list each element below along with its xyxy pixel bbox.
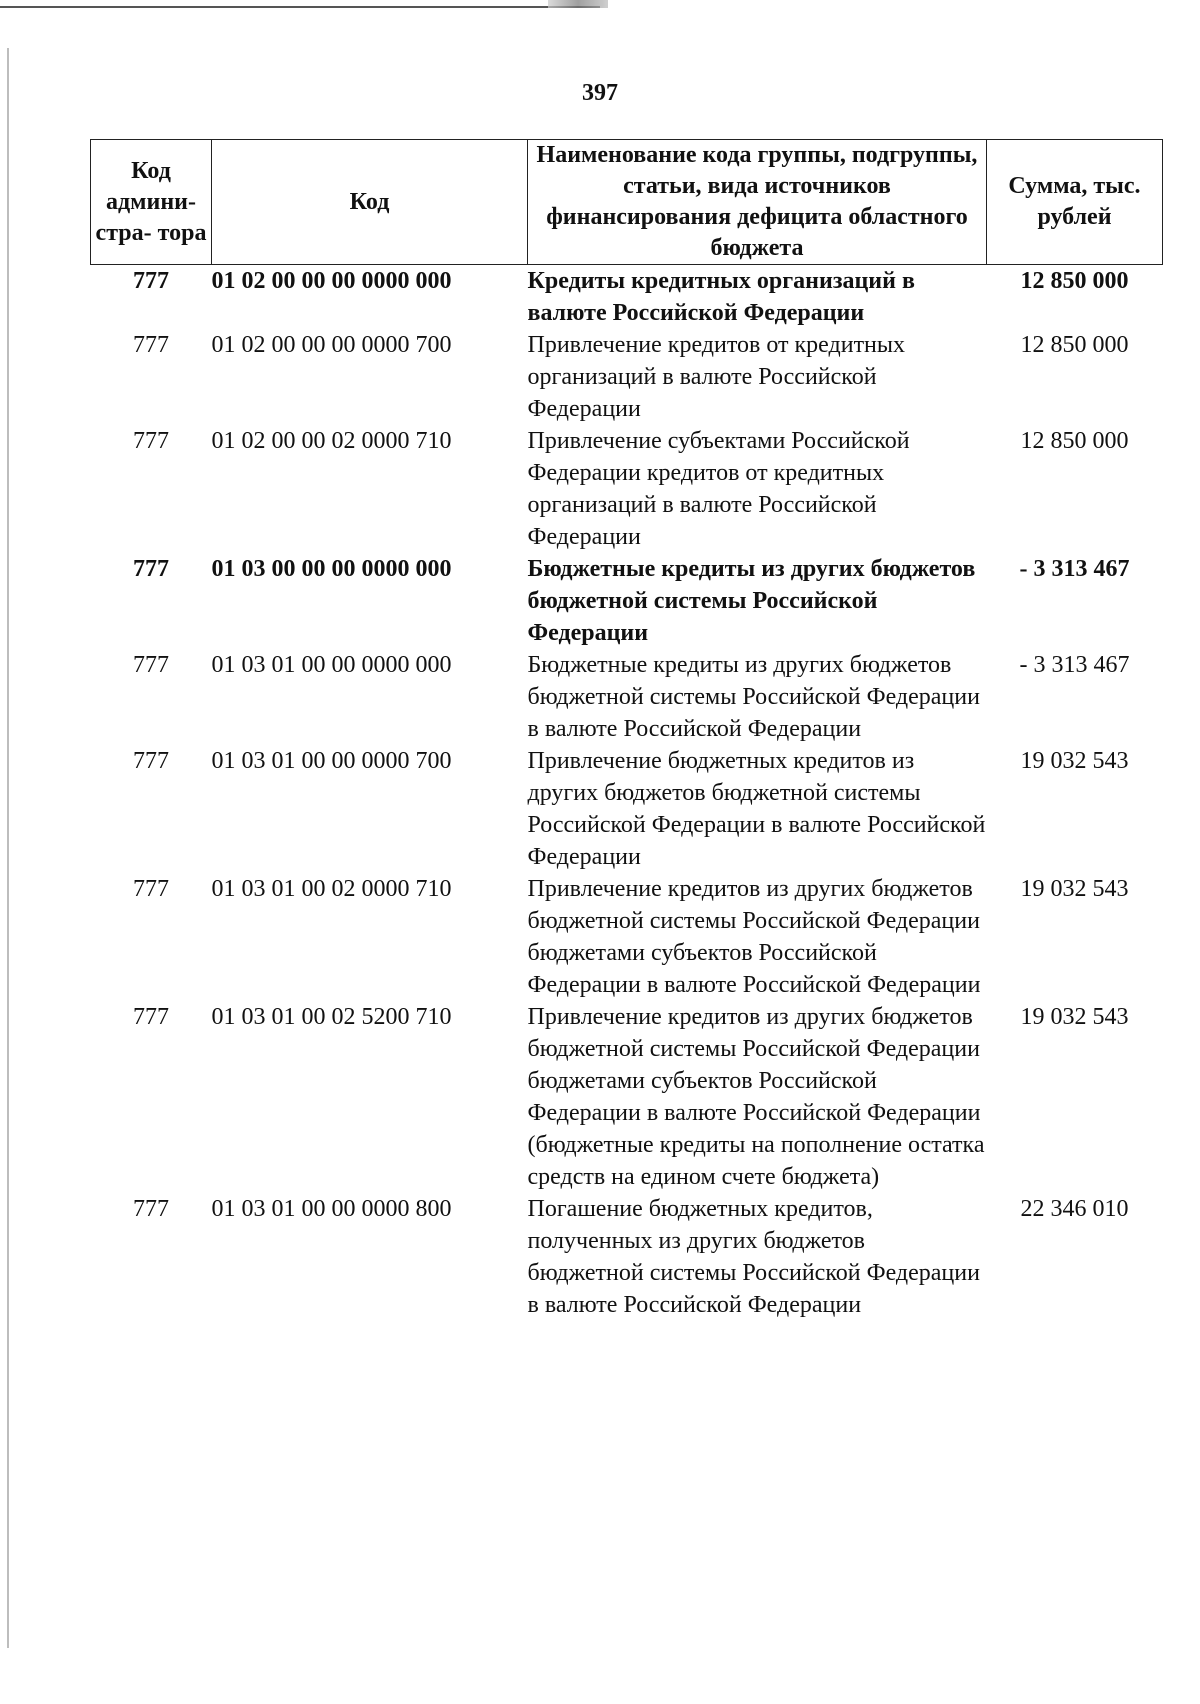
cell-admin-code: 777 [133, 1004, 169, 1030]
cell-name: Привлечение кредитов из других бюджетов бюджетной системы Российской Федерации бюджетами субъектов Российской Федерации в валюте Российской Федерации (бюджетные кредиты на пополнение остатка средств на едином счете бюджета) [527, 1004, 985, 1190]
cell-sum: 12 850 000 [1020, 332, 1129, 358]
budget-sources-table [90, 139, 1163, 1321]
cell-code: 01 02 00 00 00 0000 700 [211, 332, 452, 358]
cell-admin-code: 777 [133, 332, 169, 358]
cell-sum: - 3 313 467 [1019, 556, 1130, 582]
header-name: Наименование кода группы, подгруппы, статьи, вида источников финансирования дефицита областного бюджета [528, 140, 987, 265]
cell-code: 01 03 01 00 02 0000 710 [211, 876, 452, 902]
cell-sum: 19 032 543 [1020, 748, 1129, 774]
cell-name: Бюджетные кредиты из других бюджетов бюджетной системы Российской Федерации [527, 556, 976, 646]
cell-admin-code: 777 [133, 1196, 169, 1222]
cell-name: Привлечение кредитов от кредитных организаций в валюте Российской Федерации [527, 332, 906, 422]
table-row [91, 1001, 1163, 1193]
cell-sum: 22 346 010 [1020, 1196, 1129, 1222]
cell-admin-code: 777 [133, 652, 169, 678]
cell-name: Кредиты кредитных организаций в валюте Российской Федерации [527, 268, 915, 326]
cell-name: Погашение бюджетных кредитов, полученных из других бюджетов бюджетной системы Российской Федерации в валюте Российской Федерации [527, 1196, 980, 1318]
cell-name: Привлечение бюджетных кредитов из других бюджетов бюджетной системы Российской Федерации в валюте Российской Федерации [527, 748, 986, 870]
table-row [91, 553, 1163, 649]
cell-name: Бюджетные кредиты из других бюджетов бюджетной системы Российской Федерации в валюте Российской Федерации [527, 652, 980, 742]
table-body [91, 265, 1163, 1322]
cell-code: 01 03 01 00 00 0000 700 [211, 748, 452, 774]
cell-code: 01 03 01 00 00 0000 000 [211, 652, 452, 678]
cell-admin-code: 777 [133, 428, 169, 454]
scan-border-top [0, 6, 600, 8]
scan-smudge [548, 0, 608, 8]
table-row [91, 873, 1163, 1001]
cell-code: 01 02 00 00 00 0000 000 [211, 268, 452, 294]
cell-admin-code: 777 [133, 748, 169, 774]
cell-sum: - 3 313 467 [1019, 652, 1130, 678]
header-code: Код [212, 140, 528, 265]
scan-border-left [7, 48, 9, 1648]
table-row [91, 265, 1163, 330]
cell-admin-code: 777 [133, 268, 169, 294]
table-row [91, 1193, 1163, 1321]
cell-sum: 19 032 543 [1020, 876, 1129, 902]
cell-name: Привлечение субъектами Российской Федерации кредитов от кредитных организаций в валюте Российской Федерации [527, 428, 910, 550]
table-row [91, 329, 1163, 425]
cell-code: 01 02 00 00 02 0000 710 [211, 428, 452, 454]
cell-code: 01 03 01 00 02 5200 710 [211, 1004, 452, 1030]
cell-admin-code: 777 [133, 876, 169, 902]
cell-admin-code: 777 [133, 556, 169, 582]
cell-sum: 12 850 000 [1020, 268, 1129, 294]
cell-code: 01 03 01 00 00 0000 800 [211, 1196, 452, 1222]
table-row [91, 649, 1163, 745]
table-header-row [91, 140, 1163, 265]
cell-name: Привлечение кредитов из других бюджетов бюджетной системы Российской Федерации бюджетами субъектов Российской Федерации в валюте Российской Федерации [527, 876, 981, 998]
table-row [91, 745, 1163, 873]
header-admin-code: Код админи- стра- тора [91, 140, 212, 265]
header-sum: Сумма, тыс. рублей [987, 140, 1163, 265]
cell-sum: 12 850 000 [1020, 428, 1129, 454]
table-row [91, 425, 1163, 553]
cell-sum: 19 032 543 [1020, 1004, 1129, 1030]
page-number: 397 [582, 80, 618, 106]
cell-code: 01 03 00 00 00 0000 000 [211, 556, 452, 582]
